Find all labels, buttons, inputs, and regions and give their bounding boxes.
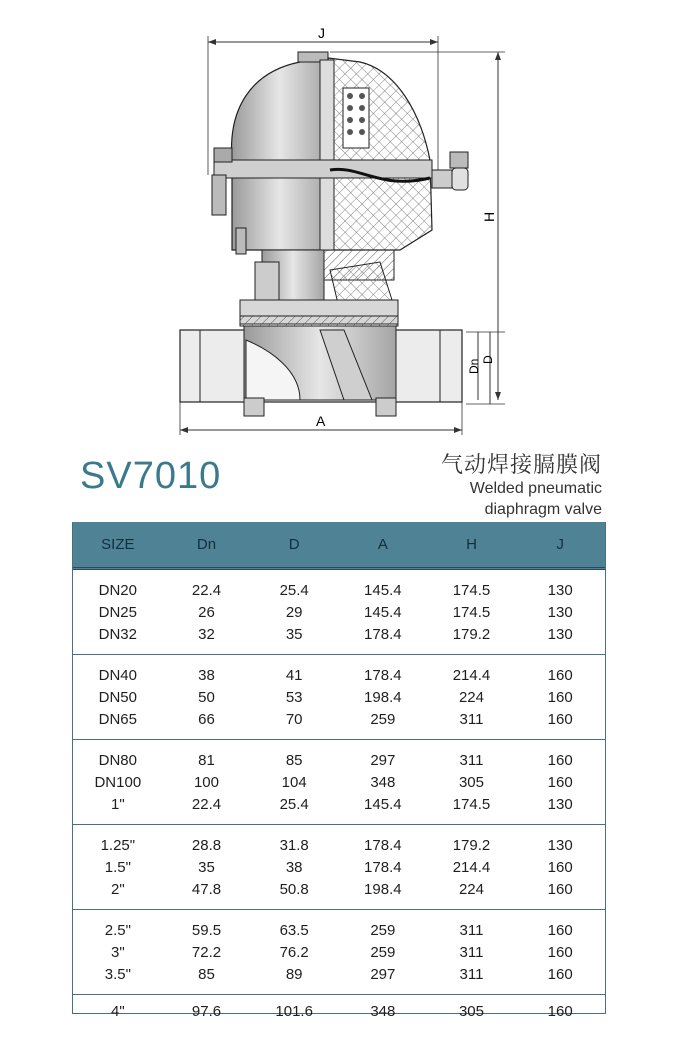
table-cell: 89 bbox=[285, 965, 303, 983]
table-cell: 174.5 bbox=[452, 581, 491, 599]
table-cell: 160 bbox=[547, 880, 573, 898]
table-cell: 305 bbox=[458, 773, 484, 791]
table-header bbox=[73, 522, 605, 570]
valve-technical-drawing bbox=[150, 18, 530, 438]
table-cell: 178.4 bbox=[364, 858, 402, 876]
table-cell: 160 bbox=[547, 710, 573, 728]
table-cell: 130 bbox=[547, 581, 573, 599]
table-cell: 145.4 bbox=[364, 795, 402, 813]
table-cell: 72.2 bbox=[191, 943, 222, 961]
table-row bbox=[73, 664, 605, 686]
table-body bbox=[73, 570, 605, 1027]
table-cell: 178.4 bbox=[364, 666, 402, 684]
table-cell: 25.4 bbox=[279, 581, 309, 599]
table-cell: 160 bbox=[547, 858, 573, 876]
table-row-group bbox=[73, 825, 605, 910]
table-cell: 3" bbox=[110, 943, 125, 961]
table-cell: 224 bbox=[458, 688, 484, 706]
table-cell: 22.4 bbox=[191, 795, 222, 813]
actuator-dome bbox=[212, 52, 468, 254]
table-cell: 174.5 bbox=[452, 603, 491, 621]
label-h: H bbox=[481, 211, 497, 222]
product-name-english-line2: diaphragm valve bbox=[484, 501, 602, 518]
table-cell: 97.6 bbox=[191, 1002, 222, 1020]
table-cell: 160 bbox=[547, 751, 573, 769]
table-cell: 31.8 bbox=[279, 836, 309, 854]
table-cell: 2.5" bbox=[104, 921, 131, 939]
table-cell: 311 bbox=[459, 710, 484, 728]
header-j: J bbox=[556, 536, 564, 553]
table-cell: 311 bbox=[459, 943, 484, 961]
table-cell: 3.5" bbox=[104, 965, 131, 983]
table-cell: 100 bbox=[193, 773, 219, 791]
table-row bbox=[73, 579, 605, 601]
table-cell: 29 bbox=[285, 603, 303, 621]
table-row bbox=[73, 919, 605, 941]
product-name-chinese: 气动焊接膈膜阀 bbox=[440, 453, 602, 478]
table-cell: DN100 bbox=[94, 773, 142, 791]
label-j: J bbox=[318, 25, 325, 41]
dimensions-table bbox=[72, 522, 606, 1020]
table-row bbox=[73, 878, 605, 900]
header-size: SIZE bbox=[101, 536, 135, 553]
table-row-group bbox=[73, 740, 605, 825]
table-cell: 160 bbox=[547, 773, 573, 791]
table-cell: 4" bbox=[110, 1002, 125, 1020]
product-name-english-line1: Welded pneumatic bbox=[469, 480, 602, 497]
label-a: A bbox=[316, 413, 326, 429]
table-cell: DN32 bbox=[98, 625, 137, 643]
table-cell: 32 bbox=[198, 625, 215, 643]
table-cell: 311 bbox=[459, 965, 484, 983]
table-cell: 50 bbox=[198, 688, 215, 706]
table-row bbox=[73, 834, 605, 856]
table-cell: 178.4 bbox=[364, 625, 402, 643]
table-cell: 2" bbox=[110, 880, 125, 898]
header-dn: Dn bbox=[196, 536, 217, 553]
dimension-a bbox=[180, 400, 462, 435]
table-cell: DN25 bbox=[98, 603, 137, 621]
table-cell: 53 bbox=[285, 688, 303, 706]
table-cell: 179.2 bbox=[452, 625, 491, 643]
table-cell: 101.6 bbox=[275, 1002, 313, 1020]
table-cell: 22.4 bbox=[191, 581, 222, 599]
table-cell: DN80 bbox=[98, 751, 137, 769]
table-cell: 26 bbox=[198, 603, 215, 621]
table-cell: 130 bbox=[547, 603, 573, 621]
table-cell: 160 bbox=[547, 1002, 573, 1020]
table-row bbox=[73, 1000, 605, 1022]
table-row bbox=[73, 623, 605, 645]
table-row bbox=[73, 793, 605, 815]
table-cell: 145.4 bbox=[364, 603, 402, 621]
model-number: SV7010 bbox=[80, 455, 222, 497]
table-cell: 81 bbox=[198, 751, 215, 769]
table-cell: 311 bbox=[459, 921, 484, 939]
table-row bbox=[73, 941, 605, 963]
table-cell: 214.4 bbox=[452, 858, 491, 876]
table-cell: 305 bbox=[458, 1002, 484, 1020]
table-cell: 1.25" bbox=[100, 836, 136, 854]
valve-bonnet bbox=[240, 250, 398, 326]
table-cell: 259 bbox=[370, 943, 396, 961]
table-cell: 348 bbox=[370, 1002, 396, 1020]
table-cell: 214.4 bbox=[452, 666, 491, 684]
table-cell: 70 bbox=[285, 710, 303, 728]
table-cell: 160 bbox=[547, 921, 573, 939]
table-row-group bbox=[73, 570, 605, 655]
table-row bbox=[73, 686, 605, 708]
table-row bbox=[73, 771, 605, 793]
table-row-group bbox=[73, 995, 605, 1027]
table-row bbox=[73, 749, 605, 771]
table-cell: 348 bbox=[370, 773, 396, 791]
table-cell: 297 bbox=[370, 965, 396, 983]
table-cell: 41 bbox=[285, 666, 303, 684]
table-cell: 63.5 bbox=[279, 921, 309, 939]
table-cell: 76.2 bbox=[279, 943, 309, 961]
table-cell: 25.4 bbox=[279, 795, 309, 813]
table-cell: 38 bbox=[285, 858, 303, 876]
table-cell: 28.8 bbox=[191, 836, 222, 854]
table-cell: 259 bbox=[370, 921, 396, 939]
table-row-group bbox=[73, 655, 605, 740]
header-h: H bbox=[466, 536, 477, 553]
table-cell: 47.8 bbox=[191, 880, 222, 898]
table-cell: 35 bbox=[198, 858, 215, 876]
table-cell: 259 bbox=[370, 710, 396, 728]
table-row bbox=[73, 601, 605, 623]
table-cell: 297 bbox=[370, 751, 396, 769]
table-cell: 35 bbox=[285, 625, 303, 643]
table-cell: DN65 bbox=[98, 710, 137, 728]
table-cell: 66 bbox=[198, 710, 215, 728]
table-cell: 130 bbox=[547, 836, 573, 854]
table-row bbox=[73, 708, 605, 730]
table-cell: 59.5 bbox=[191, 921, 222, 939]
table-cell: 1" bbox=[110, 795, 125, 813]
table-cell: 145.4 bbox=[364, 581, 402, 599]
table-cell: 311 bbox=[459, 751, 484, 769]
header-a: A bbox=[377, 536, 388, 553]
label-dn: Dn bbox=[467, 358, 481, 374]
table-row bbox=[73, 856, 605, 878]
header-d: D bbox=[288, 536, 300, 553]
table-row-group bbox=[73, 910, 605, 995]
table-cell: 38 bbox=[198, 666, 215, 684]
table-cell: DN50 bbox=[98, 688, 137, 706]
table-cell: 198.4 bbox=[364, 880, 402, 898]
table-cell: 198.4 bbox=[364, 688, 402, 706]
table-cell: 50.8 bbox=[279, 880, 309, 898]
table-cell: 104 bbox=[281, 773, 307, 791]
valve-body bbox=[180, 326, 462, 416]
table-cell: 130 bbox=[547, 625, 573, 643]
label-d: D bbox=[481, 355, 495, 364]
table-cell: 1.5" bbox=[104, 858, 131, 876]
table-cell: DN20 bbox=[98, 581, 137, 599]
table-cell: DN40 bbox=[98, 666, 137, 684]
table-cell: 224 bbox=[458, 880, 484, 898]
table-cell: 179.2 bbox=[452, 836, 491, 854]
table-cell: 85 bbox=[285, 751, 303, 769]
table-row bbox=[73, 963, 605, 985]
table-cell: 130 bbox=[547, 795, 573, 813]
table-cell: 160 bbox=[547, 965, 573, 983]
table-cell: 178.4 bbox=[364, 836, 402, 854]
table-cell: 174.5 bbox=[452, 795, 491, 813]
table-cell: 160 bbox=[547, 943, 573, 961]
table-cell: 85 bbox=[198, 965, 215, 983]
table-cell: 160 bbox=[547, 666, 573, 684]
table-cell: 160 bbox=[547, 688, 573, 706]
